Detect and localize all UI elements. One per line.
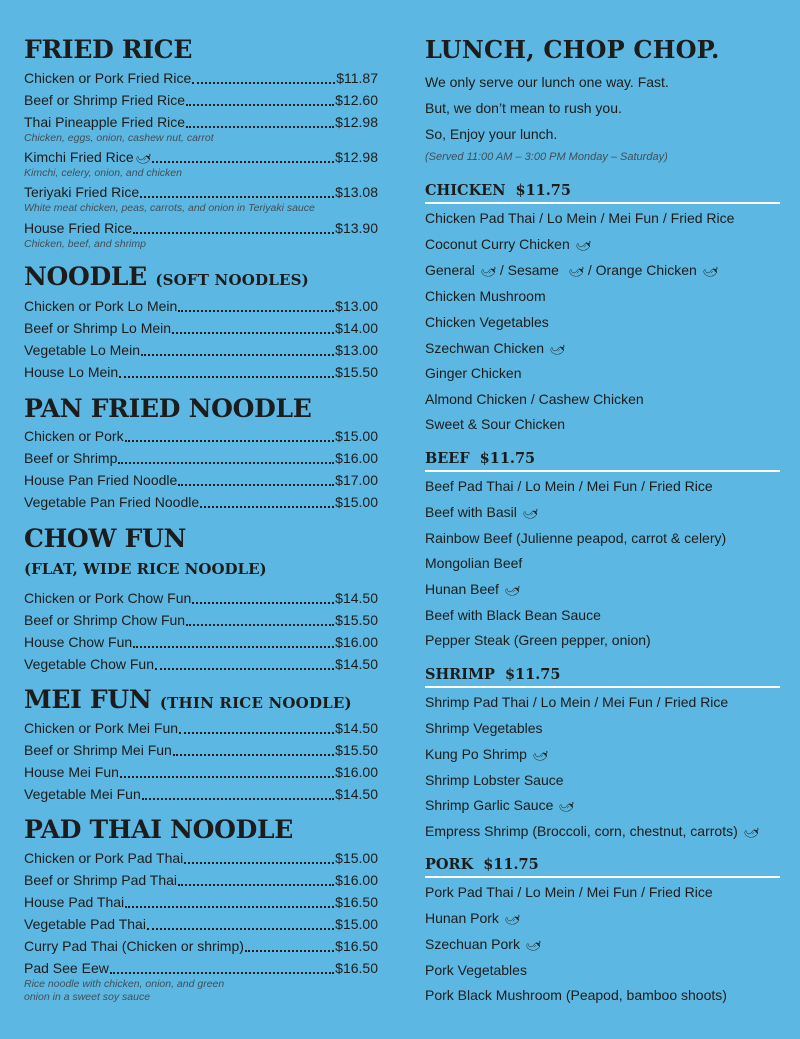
dot-leader — [192, 588, 334, 604]
lunch-item[interactable]: Beef with Black Bean Sauce — [425, 607, 601, 623]
lunch-item[interactable]: Pepper Steak (Green pepper, onion) — [425, 632, 651, 648]
item-name: House Fried Rice — [24, 220, 133, 236]
dot-leader — [179, 718, 334, 734]
menu-item[interactable] — [24, 762, 378, 782]
item-name: House Mei Fun — [24, 764, 119, 780]
item-name: Chicken or Pork — [24, 428, 124, 444]
item-description: onion in a sweet soy sauce — [24, 991, 151, 1003]
item-price: $14.00 — [335, 320, 378, 336]
lunch-item[interactable]: Beef with Basil 🌶 — [425, 502, 538, 523]
intro-line: But, we don’t mean to rush you. — [425, 100, 622, 116]
menu-item[interactable] — [24, 958, 378, 978]
section-subtitle: (FLAT, WIDE RICE NOODLE) — [24, 560, 267, 578]
dot-leader — [142, 784, 334, 800]
menu-item[interactable] — [24, 892, 378, 912]
lunch-item[interactable]: Mongolian Beef — [425, 555, 523, 571]
dot-leader — [152, 147, 334, 163]
item-price: $16.50 — [335, 960, 378, 976]
item-price: $13.00 — [335, 342, 378, 358]
chili-pepper-icon: 🌶 — [741, 822, 762, 842]
lunch-item[interactable]: Beef Pad Thai / Lo Mein / Mei Fun / Fried Rice — [425, 478, 713, 494]
lunch-item[interactable]: Rainbow Beef (Julienne peapod, carrot & celery) — [425, 530, 727, 546]
item-name: Beef or Shrimp Mei Fun — [24, 742, 172, 758]
dot-leader — [186, 112, 334, 128]
dot-leader — [186, 610, 334, 626]
dot-leader — [178, 470, 334, 486]
menu-item[interactable] — [24, 182, 378, 202]
item-description: Rice noodle with chicken, onion, and green — [24, 978, 225, 990]
lunch-item[interactable]: Shrimp Garlic Sauce 🌶 — [425, 795, 575, 816]
menu-item[interactable] — [24, 632, 378, 652]
dot-leader — [173, 740, 334, 756]
chili-pepper-icon: 🌶 — [502, 909, 523, 929]
menu-item[interactable] — [24, 492, 378, 512]
item-price: $13.90 — [335, 220, 378, 236]
item-name: Vegetable Pan Fried Noodle — [24, 494, 200, 510]
menu-item[interactable] — [24, 112, 378, 132]
menu-item[interactable] — [24, 784, 378, 804]
item-price: $13.00 — [335, 298, 378, 314]
item-price: $12.60 — [335, 92, 378, 108]
lunch-item[interactable]: Shrimp Pad Thai / Lo Mein / Mei Fun / Fried Rice — [425, 694, 729, 710]
category-header-shrimp: SHRIMP $11.75 — [425, 664, 780, 688]
item-name: House Pan Fried Noodle — [24, 472, 178, 488]
chili-pepper-icon: 🌶 — [566, 261, 587, 281]
chili-pepper-icon: 🌶 — [133, 148, 154, 168]
item-price: $15.00 — [335, 916, 378, 932]
lunch-item[interactable]: Ginger Chicken — [425, 365, 522, 381]
item-name: House Chow Fun — [24, 634, 133, 650]
item-name: Thai Pineapple Fried Rice — [24, 114, 186, 130]
lunch-item[interactable]: Hunan Beef 🌶 — [425, 579, 520, 600]
item-price: $16.00 — [335, 872, 378, 888]
lunch-item[interactable]: General 🌶 / Sesame 🌶 / Orange Chicken 🌶 — [425, 260, 718, 281]
category-price: $11.75 — [479, 450, 536, 467]
section-title-noodle: NOODLE (SOFT NOODLES) — [24, 262, 309, 291]
chili-pepper-icon: 🌶 — [520, 503, 541, 523]
lunch-item[interactable]: Pork Pad Thai / Lo Mein / Mei Fun / Fried Rice — [425, 884, 713, 900]
menu-item[interactable] — [24, 340, 378, 360]
dot-leader — [120, 762, 334, 778]
item-name: Curry Pad Thai (Chicken or shrimp) — [24, 938, 244, 954]
dot-leader — [147, 914, 334, 930]
item-price: $16.50 — [335, 938, 378, 954]
lunch-item[interactable]: Hunan Pork 🌶 — [425, 908, 520, 929]
item-name: Vegetable Pad Thai — [24, 916, 146, 932]
item-price: $15.00 — [335, 850, 378, 866]
dot-leader — [118, 448, 334, 464]
menu-item[interactable] — [24, 147, 378, 167]
section-subtitle: (SOFT NOODLES) — [155, 271, 309, 289]
lunch-item[interactable]: Shrimp Vegetables — [425, 720, 543, 736]
category-header-pork: PORK $11.75 — [425, 854, 780, 878]
item-price: $12.98 — [335, 114, 378, 130]
menu-item[interactable] — [24, 588, 378, 608]
item-name: Teriyaki Fried Rice — [24, 184, 140, 200]
item-description: Chicken, eggs, onion, cashew nut, carrot — [24, 132, 214, 144]
serving-hours-note: (Served 11:00 AM – 3:00 PM Monday – Saturday) — [425, 151, 668, 163]
menu-item[interactable] — [24, 870, 378, 890]
menu-item[interactable] — [24, 448, 378, 468]
chili-pepper-icon: 🌶 — [557, 796, 577, 816]
menu-item[interactable] — [24, 914, 378, 934]
item-price: $14.50 — [335, 590, 378, 606]
menu-item[interactable] — [24, 848, 378, 868]
item-description: Kimchi, celery, onion, and chicken — [24, 167, 182, 179]
item-price: $11.87 — [336, 70, 378, 86]
item-name: Vegetable Chow Fun — [24, 656, 154, 672]
dot-leader — [133, 632, 334, 648]
chili-pepper-icon: 🌶 — [573, 235, 594, 255]
item-price: $16.50 — [335, 894, 378, 910]
item-price: $12.98 — [335, 149, 378, 165]
item-price: $16.00 — [335, 634, 378, 650]
item-name: Beef or Shrimp Pad Thai — [24, 872, 178, 888]
item-price: $15.00 — [335, 494, 378, 510]
category-header-beef: BEEF $11.75 — [425, 448, 780, 472]
lunch-item[interactable]: Pork Black Mushroom (Peapod, bamboo shoots) — [425, 987, 727, 1003]
item-name: Beef or Shrimp Lo Mein — [24, 320, 172, 336]
item-name: House Pad Thai — [24, 894, 125, 910]
intro-line: We only serve our lunch one way. Fast. — [425, 74, 669, 90]
dot-leader — [140, 182, 334, 198]
item-name: Vegetable Mei Fun — [24, 786, 141, 802]
menu-item[interactable] — [24, 296, 378, 316]
dot-leader — [186, 90, 334, 106]
item-description: Chicken, beef, and shrimp — [24, 238, 146, 250]
dot-leader — [125, 892, 334, 908]
chili-pepper-icon: 🌶 — [502, 580, 523, 600]
item-price: $16.00 — [335, 450, 378, 466]
lunch-item[interactable]: Empress Shrimp (Broccoli, corn, chestnut, carrots) 🌶 — [425, 821, 759, 842]
intro-line: So, Enjoy your lunch. — [425, 126, 558, 142]
menu-item[interactable] — [24, 936, 378, 956]
item-name: Kimchi Fried Rice🌶 — [24, 147, 151, 168]
menu-item[interactable] — [24, 610, 378, 630]
dot-leader — [245, 936, 334, 952]
item-price: $13.08 — [335, 184, 378, 200]
item-price: $14.50 — [335, 786, 378, 802]
chili-pepper-icon: 🌶 — [547, 339, 568, 359]
menu-item[interactable] — [24, 362, 378, 382]
chili-pepper-icon: 🌶 — [478, 261, 499, 281]
item-price: $17.00 — [335, 472, 378, 488]
item-name: Vegetable Lo Mein — [24, 342, 140, 358]
category-price: $11.75 — [504, 666, 561, 683]
lunch-item[interactable]: Chicken Mushroom — [425, 288, 546, 304]
category-price: $11.75 — [483, 856, 539, 873]
item-name: Chicken or Pork Chow Fun — [24, 590, 192, 606]
menu-item[interactable] — [24, 68, 378, 88]
lunch-item[interactable]: Kung Po Shrimp 🌶 — [425, 744, 548, 765]
lunch-item[interactable]: Chicken Pad Thai / Lo Mein / Mei Fun / Fried Rice — [425, 210, 735, 226]
dot-leader — [200, 492, 334, 508]
dot-leader — [178, 296, 334, 312]
section-title-chow-fun: CHOW FUN — [24, 524, 187, 553]
menu-item[interactable] — [24, 718, 378, 738]
item-price: $15.50 — [335, 612, 378, 628]
lunch-item[interactable]: Coconut Curry Chicken 🌶 — [425, 234, 591, 255]
menu-item[interactable] — [24, 740, 378, 760]
lunch-item[interactable]: Chicken Vegetables — [425, 314, 549, 330]
item-name: Chicken or Pork Mei Fun — [24, 720, 179, 736]
lunch-item[interactable]: Sweet & Sour Chicken — [425, 416, 566, 432]
category-price: $11.75 — [515, 182, 571, 199]
dot-leader — [172, 318, 334, 334]
item-name: Beef or Shrimp Chow Fun — [24, 612, 186, 628]
dot-leader — [184, 848, 334, 864]
item-name: Pad See Eew — [24, 960, 109, 976]
lunch-item[interactable]: Almond Chicken / Cashew Chicken — [425, 391, 644, 407]
section-title-pad-thai-noodle: PAD THAI NOODLE — [24, 815, 293, 844]
lunch-item[interactable]: Pork Vegetables — [425, 962, 527, 978]
item-price: $16.00 — [335, 764, 378, 780]
item-name: Chicken or Pork Pad Thai — [24, 850, 184, 866]
dot-leader — [125, 426, 335, 442]
category-header-chicken: CHICKEN $11.75 — [425, 180, 780, 204]
section-title-fried-rice: FRIED RICE — [24, 35, 193, 64]
dot-leader — [133, 218, 334, 234]
menu-item[interactable] — [24, 90, 378, 110]
dot-leader — [110, 958, 334, 974]
dot-leader — [155, 654, 334, 670]
dot-leader — [178, 870, 334, 886]
item-name: House Lo Mein — [24, 364, 119, 380]
item-name: Beef or Shrimp — [24, 450, 118, 466]
item-price: $15.50 — [335, 742, 378, 758]
lunch-title: LUNCH, CHOP CHOP. — [425, 35, 720, 64]
chili-pepper-icon: 🌶 — [523, 935, 544, 955]
item-name: Chicken or Pork Lo Mein — [24, 298, 178, 314]
item-description: White meat chicken, peas, carrots, and onion in Teriyaki sauce — [24, 202, 315, 214]
chili-pepper-icon: 🌶 — [530, 745, 551, 765]
menu-item[interactable] — [24, 470, 378, 490]
menu-item[interactable] — [24, 426, 378, 446]
menu-item[interactable] — [24, 218, 378, 238]
dot-leader — [192, 68, 335, 84]
dot-leader — [141, 340, 334, 356]
item-name: Beef or Shrimp Fried Rice — [24, 92, 186, 108]
item-price: $14.50 — [335, 656, 378, 672]
item-price: $14.50 — [335, 720, 378, 736]
item-name: Chicken or Pork Fried Rice — [24, 70, 192, 86]
chili-pepper-icon: 🌶 — [700, 261, 721, 281]
item-price: $15.00 — [335, 428, 378, 444]
item-price: $15.50 — [335, 364, 378, 380]
menu-item[interactable] — [24, 654, 378, 674]
section-subtitle: (THIN RICE NOODLE) — [159, 694, 352, 712]
dot-leader — [119, 362, 334, 378]
lunch-item[interactable]: Szechwan Chicken 🌶 — [425, 338, 565, 359]
lunch-item[interactable]: Szechuan Pork 🌶 — [425, 934, 541, 955]
section-title-pan-fried-noodle: PAN FRIED NOODLE — [24, 394, 312, 423]
menu-item[interactable] — [24, 318, 378, 338]
lunch-item[interactable]: Shrimp Lobster Sauce — [425, 772, 564, 788]
section-title-mei-fun: MEI FUN (THIN RICE NOODLE) — [24, 685, 352, 714]
